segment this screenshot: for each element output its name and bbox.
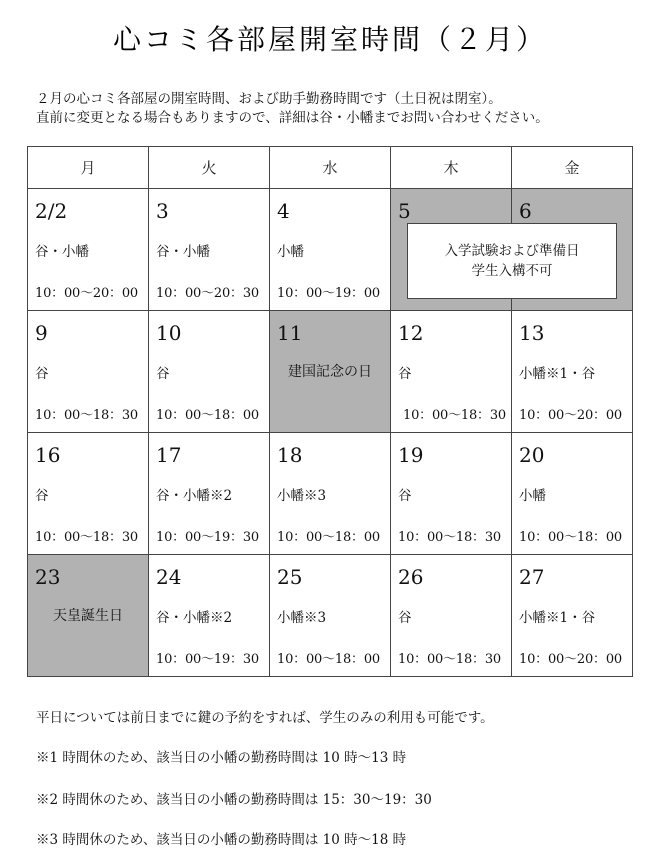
notice-line: 入学試験および準備日 [444, 243, 580, 259]
footnote: ※3 時間休のため、該当日の小幡の勤務時間は 10 時～18 時 [36, 832, 407, 848]
staff-names: 小幡※3 [277, 610, 327, 626]
day-number: 12 [398, 321, 424, 345]
day-cell [391, 311, 512, 433]
open-hours: 10：00～20：00 [35, 286, 138, 301]
open-hours: 10：00～18：30 [35, 530, 138, 545]
open-hours: 10：00～18：00 [519, 530, 622, 545]
weekday-header: 月 [28, 147, 149, 189]
staff-names: 谷・小幡※2 [156, 488, 233, 504]
weekday-header: 火 [149, 147, 270, 189]
week-row [28, 555, 633, 677]
open-hours: 10：00～20：30 [156, 286, 259, 301]
day-cell [512, 555, 633, 677]
open-hours: 10：00～18：00 [156, 408, 259, 423]
open-hours: 10：00～18：30 [398, 530, 501, 545]
page-title: 心コミ各部屋開室時間（２月） [112, 23, 547, 56]
open-hours: 10：00～20：00 [519, 408, 622, 423]
day-number: 13 [519, 321, 545, 345]
day-cell-holiday [28, 555, 149, 677]
day-number: 5 [398, 199, 411, 223]
staff-names: 小幡※1・谷 [519, 610, 596, 626]
week-row [28, 433, 633, 555]
day-number: 26 [398, 565, 424, 589]
day-cell [149, 311, 270, 433]
weekday-header: 金 [512, 147, 633, 189]
day-number: 27 [519, 565, 545, 589]
weekday-header: 木 [391, 147, 512, 189]
staff-names: 小幡 [519, 488, 546, 504]
staff-names: 谷 [398, 610, 412, 626]
staff-names: 谷・小幡※2 [156, 610, 233, 626]
day-cell [28, 189, 149, 311]
staff-names: 谷 [35, 488, 49, 504]
day-number: 23 [35, 565, 61, 589]
staff-names: 谷 [156, 366, 170, 382]
day-number: 20 [519, 443, 545, 467]
day-number: 16 [35, 443, 61, 467]
day-cell [270, 433, 391, 555]
day-cell [391, 433, 512, 555]
staff-names: 谷 [398, 366, 412, 382]
staff-names: 谷・小幡 [156, 244, 210, 260]
day-number: 3 [156, 199, 169, 223]
footnote: 平日については前日までに鍵の予約をすれば、学生のみの利用も可能です。 [36, 710, 494, 726]
staff-names: 谷 [398, 488, 412, 504]
weekday-header: 水 [270, 147, 391, 189]
open-hours: 10：00～18：30 [35, 408, 138, 423]
open-hours: 10：00～18：30 [403, 408, 506, 423]
open-hours: 10：00～19：00 [277, 286, 380, 301]
day-number: 19 [398, 443, 424, 467]
weekday-header-row [28, 147, 633, 189]
day-number: 10 [156, 321, 182, 345]
holiday-label: 天皇誕生日 [53, 608, 123, 624]
open-hours: 10：00～18：30 [398, 652, 501, 667]
open-hours: 10：00～18：00 [277, 652, 380, 667]
day-cell [391, 555, 512, 677]
day-cell [270, 189, 391, 311]
open-hours: 10：00～19：30 [156, 530, 259, 545]
day-cell-holiday [270, 311, 391, 433]
intro-line: ２月の心コミ各部屋の開室時間、および助手勤務時間です（土日祝は閉室）。 [36, 91, 502, 107]
open-hours: 10：00～19：30 [156, 652, 259, 667]
day-cell [270, 555, 391, 677]
day-cell [512, 311, 633, 433]
day-cell [149, 555, 270, 677]
open-hours: 10：00～20：00 [519, 652, 622, 667]
footnote: ※2 時間休のため、該当日の小幡の勤務時間は 15：30～19：30 [36, 792, 432, 808]
day-number: 17 [156, 443, 182, 467]
day-number: 4 [277, 199, 290, 223]
footnote: ※1 時間休のため、該当日の小幡の勤務時間は 10 時～13 時 [36, 750, 407, 766]
staff-names: 小幡※1・谷 [519, 366, 596, 382]
day-number: 9 [35, 321, 48, 345]
exam-notice-box [407, 223, 617, 299]
week-row [28, 311, 633, 433]
day-number: 6 [519, 199, 532, 223]
day-cell [512, 433, 633, 555]
intro-text [36, 90, 549, 128]
day-cell [149, 433, 270, 555]
holiday-label: 建国記念の日 [288, 364, 372, 380]
day-number: 18 [277, 443, 303, 467]
staff-names: 小幡 [277, 244, 304, 260]
day-cell [28, 433, 149, 555]
day-number: 2/2 [35, 199, 68, 223]
staff-names: 小幡※3 [277, 488, 327, 504]
staff-names: 谷・小幡 [35, 244, 89, 260]
day-number: 25 [277, 565, 303, 589]
day-cell [28, 311, 149, 433]
day-number: 11 [277, 321, 303, 345]
day-cell [149, 189, 270, 311]
day-number: 24 [156, 565, 182, 589]
staff-names: 谷 [35, 366, 49, 382]
open-hours: 10：00～18：00 [277, 530, 380, 545]
notice-line: 学生入構不可 [471, 263, 553, 279]
intro-line: 直前に変更となる場合もありますので、詳細は谷・小幡までお問い合わせください。 [36, 110, 549, 126]
